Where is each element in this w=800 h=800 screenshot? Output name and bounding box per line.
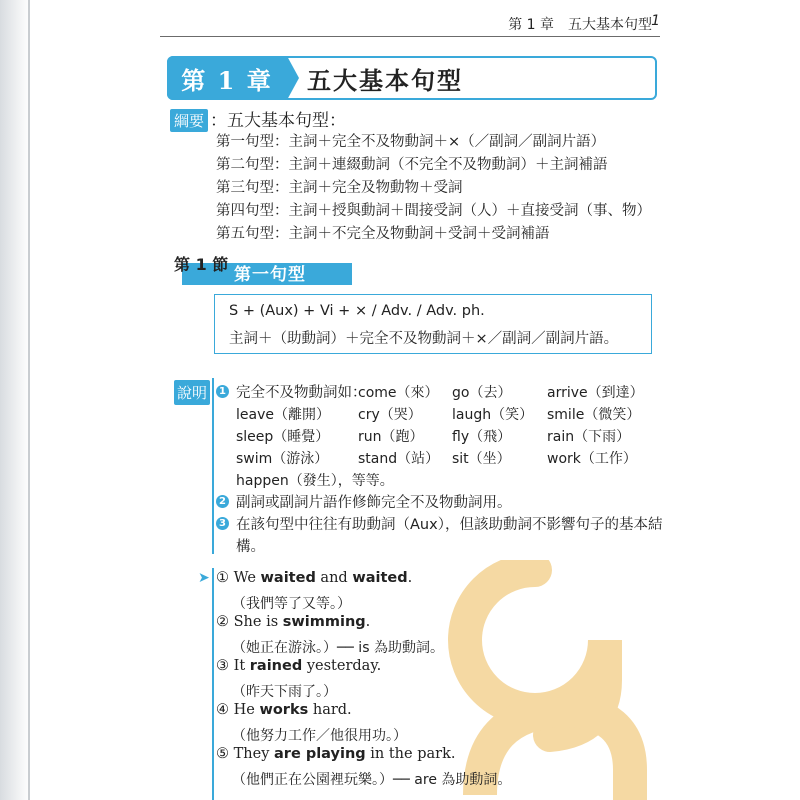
point-3-line-2: 構。 xyxy=(236,539,265,555)
explanation-label: 說明 xyxy=(174,380,210,405)
verb-word: leave（離開） xyxy=(236,407,330,423)
page-binding-shadow xyxy=(0,0,30,800)
chapter-title: 五大基本句型 xyxy=(307,66,463,95)
summary-line-3: 第三句型：主詞＋完全及物動物＋受詞 xyxy=(216,180,463,196)
summary-block xyxy=(170,106,651,242)
summary-line-5: 第五句型：主詞＋不完全及物動詞＋受詞＋受詞補語 xyxy=(216,226,550,242)
bullet-3-icon: 3 xyxy=(216,517,229,530)
verb-word: fly（飛） xyxy=(452,429,512,445)
verb-word: run（跑） xyxy=(358,429,424,445)
header-rule xyxy=(160,36,660,37)
section-heading xyxy=(174,252,354,284)
verb-word: rain（下雨） xyxy=(547,429,631,445)
verb-word: stand（站） xyxy=(358,451,440,467)
verb-word: go（去） xyxy=(452,385,512,401)
chapter-banner xyxy=(167,56,657,100)
formula-chinese: 主詞＋（助動詞）＋完全不及物動詞＋×／副詞／副詞片語。 xyxy=(229,331,619,347)
chapter-tag: 第 1 章 xyxy=(167,56,287,100)
verb-word: smile（微笑） xyxy=(547,407,641,423)
section-title: 第一句型 xyxy=(234,265,306,285)
verb-word: arrive（到達） xyxy=(547,385,644,401)
example-3-chinese: （昨天下雨了。） xyxy=(232,684,337,700)
formula-box xyxy=(214,294,652,354)
point-2: 副詞或副詞片語作修飾完全不及物動詞用。 xyxy=(236,495,512,511)
verb-word: come（來） xyxy=(358,385,439,401)
verb-word: cry（哭） xyxy=(358,407,422,423)
example-5-chinese: （他們正在公園裡玩樂。）── are 為助動詞。 xyxy=(232,772,512,788)
point-1-tail: happen（發生），等等。 xyxy=(236,473,394,489)
page-number: 1 xyxy=(651,13,660,29)
example-4-english: ④ He works hard. xyxy=(216,702,352,718)
verb-word: sleep（睡覺） xyxy=(236,429,330,445)
summary-line-4: 第四句型：主詞＋授與動詞＋間接受詞（人）＋直接受詞（事、物） xyxy=(216,203,651,219)
summary-heading: ：五大基本句型： xyxy=(210,111,347,131)
verb-word: laugh（笑） xyxy=(452,407,534,423)
bullet-1-icon: 1 xyxy=(216,385,229,398)
verb-word: work（工作） xyxy=(547,451,637,467)
verb-word: swim（游泳） xyxy=(236,451,329,467)
running-head: 第 1 章 五大基本句型 xyxy=(508,17,652,33)
example-2-english: ② She is swimming. xyxy=(216,614,371,630)
section-number: 第 1 節 xyxy=(174,255,229,274)
example-2-chinese: （她正在游泳。）── is 為助動詞。 xyxy=(232,640,444,656)
examples-rule xyxy=(212,568,214,800)
summary-line-2: 第二句型：主詞＋連綴動詞（不完全不及物動詞）＋主詞補語 xyxy=(216,157,608,173)
summary-line-1: 第一句型：主詞＋完全不及物動詞＋×（／副詞／副詞片語） xyxy=(216,134,606,150)
watermark-logo-icon xyxy=(420,560,650,800)
explanation-rule xyxy=(212,378,214,554)
formula-english: S + (Aux) + Vi + × / Adv. / Adv. ph. xyxy=(229,303,485,319)
verb-word: sit（坐） xyxy=(452,451,511,467)
example-4-chinese: （他努力工作／他很用功。） xyxy=(232,728,407,744)
example-3-english: ③ It rained yesterday. xyxy=(216,658,382,674)
summary-label: 綱要 xyxy=(170,109,208,132)
arrow-marker-icon: ➤ xyxy=(198,570,210,586)
bullet-2-icon: 2 xyxy=(216,495,229,508)
example-5-english: ⑤ They are playing in the park. xyxy=(216,746,456,762)
point-1-intro: 完全不及物動詞如： xyxy=(236,385,367,401)
example-1-english: ① We waited and waited. xyxy=(216,570,413,586)
point-3-line-1: 在該句型中往往有助動詞（Aux），但該助動詞不影響句子的基本結 xyxy=(236,517,663,533)
example-1-chinese: （我們等了又等。） xyxy=(232,596,351,612)
